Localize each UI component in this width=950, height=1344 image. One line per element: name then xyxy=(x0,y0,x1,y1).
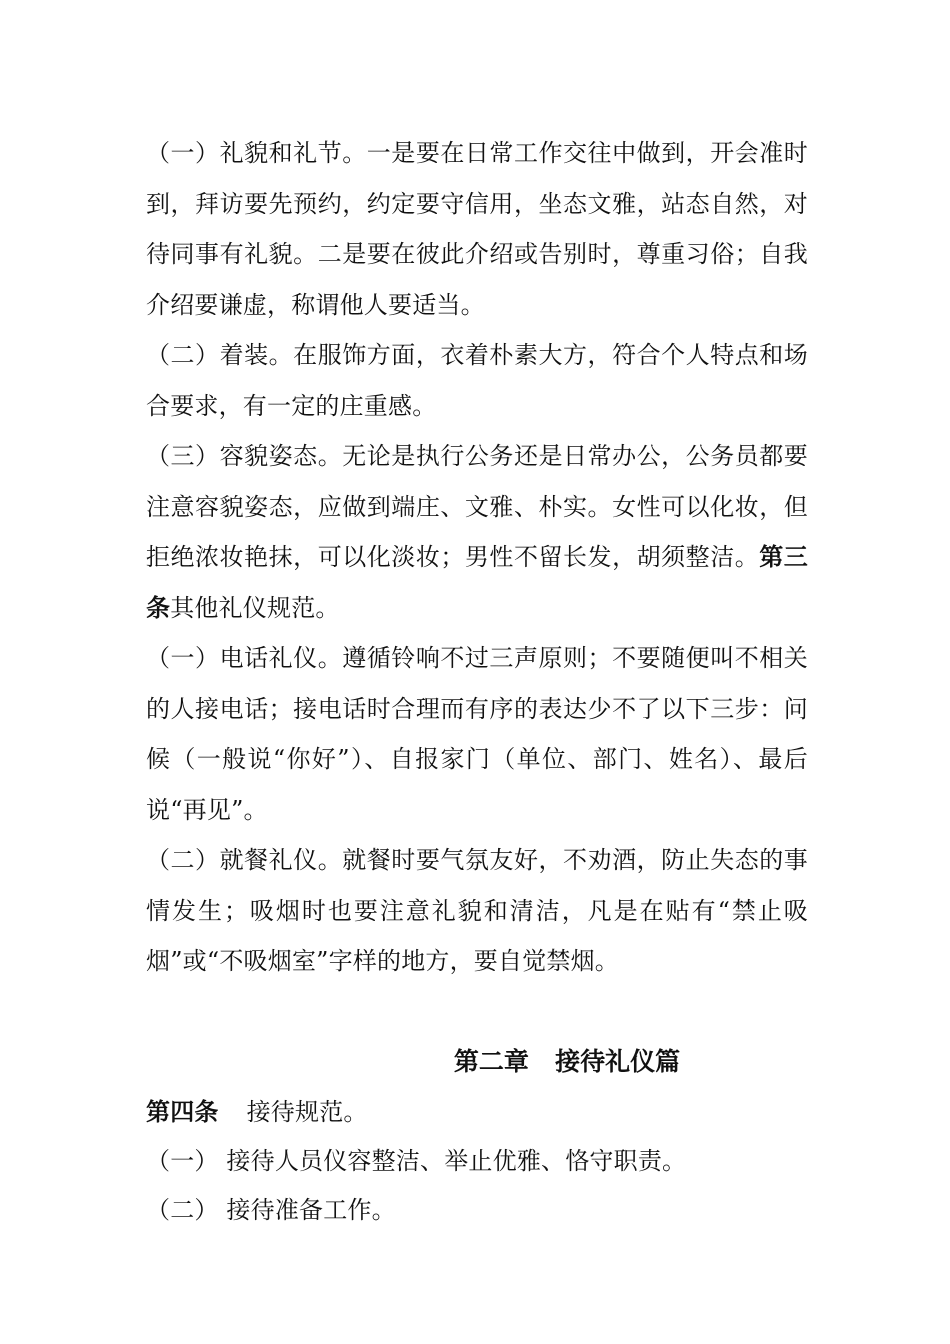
chapter-heading xyxy=(146,1037,808,1087)
paragraph-attire: （二）着装。在服饰方面，衣着朴素大方，符合个人特点和场合要求，有一定的庄重感。 xyxy=(146,341,808,420)
paragraph-appearance-text: （三）容貌姿态。无论是执行公务还是日常办公，公务员都要注意容貌姿态，应做到端庄、文雅、朴实。女性可以化妆，但拒绝浓妆艳抹，可以化淡妆；男性不留长发，胡须整洁。 xyxy=(146,442,808,571)
chapter-title: 接待礼仪篇 xyxy=(555,1046,681,1076)
chapter-number: 第二章 xyxy=(453,1046,529,1076)
article-3-label: 第三条 xyxy=(146,542,808,622)
document-body xyxy=(146,128,808,1235)
list-item: （一） 接待人员仪容整洁、举止优雅、恪守职责。 xyxy=(146,1146,687,1175)
paragraph-courtesy: （一）礼貌和礼节。一是要在日常工作交往中做到，开会准时到，拜访要先预约，约定要守信用，坐态文雅，站态自然，对待同事有礼貌。二是要在彼此介绍或告别时，尊重习俗；自我介绍要谦虚，称谓他人要适当。 xyxy=(146,139,808,319)
article-4-title: 接待规范。 xyxy=(246,1097,368,1126)
article-4 xyxy=(146,1087,808,1137)
paragraph-appearance xyxy=(146,431,808,633)
article-3-title: 其他礼仪规范。 xyxy=(170,593,340,622)
paragraph-dining-etiquette: （二）就餐礼仪。就餐时要气氛友好，不劝酒，防止失态的事情发生；吸烟时也要注意礼貌和清洁，凡是在贴有“禁止吸烟”或“不吸烟室”字样的地方，要自觉禁烟。 xyxy=(146,846,808,975)
paragraph-phone-etiquette: （一）电话礼仪。遵循铃响不过三声原则；不要随便叫不相关的人接电话；接电话时合理而有序的表达少不了以下三步：问候（一般说“你好”）、自报家门（单位、部门、姓名）、最后说“再见”。 xyxy=(146,644,808,824)
article-4-label: 第四条 xyxy=(146,1096,219,1126)
list-item: （二） 接待准备工作。 xyxy=(146,1195,396,1224)
